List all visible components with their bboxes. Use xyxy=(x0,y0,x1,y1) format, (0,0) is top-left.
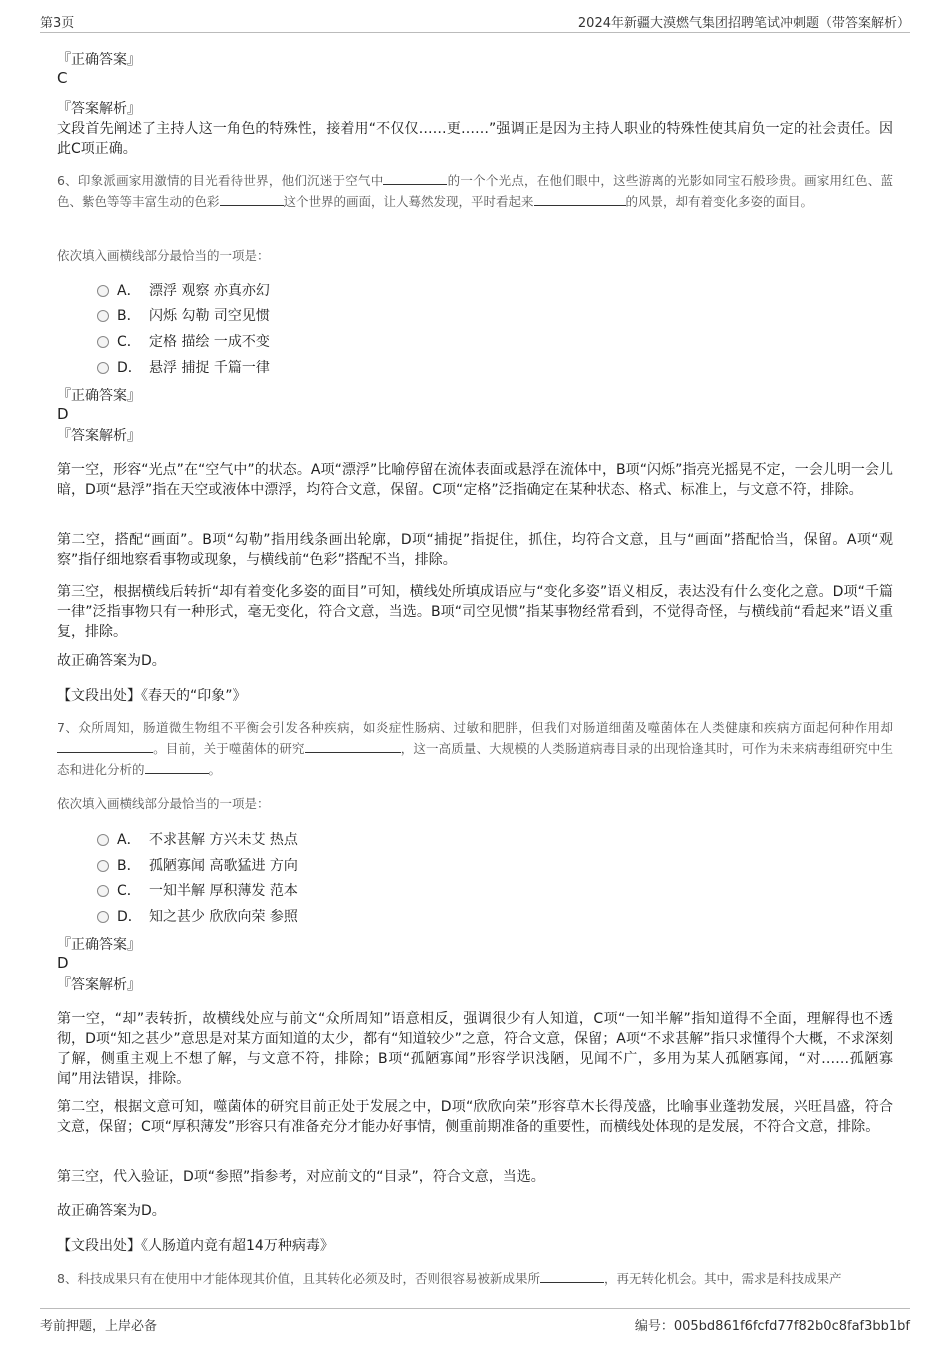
radio-icon[interactable] xyxy=(97,362,109,374)
conclusion: 故正确答案为D。 xyxy=(57,653,166,669)
radio-icon[interactable] xyxy=(97,834,109,846)
answer-value: C xyxy=(57,69,68,87)
question-6-stem: 6、印象派画家用激情的目光看待世界，他们沉迷于空气中 的一个个光点，在他们眼中，这些游离的光影如同宝石般珍贵。画家用红色、蓝色、紫色等等丰富生动的色彩 这个世界的画面，让人蓦然发现，平时看起来 的风景，却有着变化多姿的面目。 xyxy=(57,170,893,212)
option-a[interactable]: A． 漂浮 观察 亦真亦幻 xyxy=(97,281,270,301)
analysis-text: 文段首先阐述了主持人这一角色的特殊性，接着用“不仅仅……更……”强调正是因为主持人职业的特殊性使其肩负一定的社会责任。因此C项正确。 xyxy=(57,121,893,157)
radio-icon[interactable] xyxy=(97,885,109,897)
fill-blank xyxy=(305,738,401,753)
analysis-paragraph: 第二空，根据文意可知，噬菌体的研究目前正处于发展之中，D项“欣欣向荣”形容草木长得茂盛，比喻事业蓬勃发展，兴旺昌盛，符合文意，保留；C项“厚积薄发”形容只有准备充分才能办好事情，侧重前期准备的重要性，而横线处体现的是发展，不符合文意，排除。 xyxy=(57,1099,893,1135)
radio-icon[interactable] xyxy=(97,860,109,872)
analysis-paragraph: 第一空，形容“光点”在“空气中”的状态。A项“漂浮”比喻停留在流体表面或悬浮在流体中，B项“闪烁”指亮光摇晃不定，一会儿明一会儿暗，D项“悬浮”指在天空或液体中漂浮，均符合文意，保留。C项“定格”泛指确定在某种状态、格式、标准上，与文意不符，排除。 xyxy=(57,462,893,498)
document-id: 编号：005bd861f6fcfd77f82b0c8faf3bb1bf xyxy=(634,1319,910,1334)
answer-label: 『正确答案』 xyxy=(57,52,141,68)
radio-icon[interactable] xyxy=(97,285,109,297)
option-b[interactable]: B． 孤陋寡闻 高歌猛进 方向 xyxy=(97,856,298,876)
answer-value: D xyxy=(57,405,69,423)
fill-blank xyxy=(145,759,209,774)
question-7-stem: 7、众所周知，肠道微生物组不平衡会引发各种疾病，如炎症性肠病、过敏和肥胖，但我们对肠道细菌及噬菌体在人类健康和疾病方面起何种作用却。目前，关于噬菌体的研究 ，这一高质量、大规模的人类肠道病毒目录的出现恰逢其时，可作为未来病毒组研究中生态和进化分析的 。 xyxy=(57,720,893,777)
analysis-label: 『答案解析』 xyxy=(57,101,141,117)
footer-slogan: 考前押题，上岸必备 xyxy=(40,1319,158,1334)
question-6-instruction: 依次填入画横线部分最恰当的一项是： xyxy=(57,248,270,263)
option-c[interactable]: C． 定格 描绘 一成不变 xyxy=(97,332,270,352)
source-citation: 【文段出处】《人肠道内竟有超14万种病毒》 xyxy=(57,1238,334,1254)
page-footer xyxy=(40,1308,910,1335)
option-a[interactable]: A． 不求甚解 方兴未艾 热点 xyxy=(97,830,298,850)
option-d[interactable]: D． 知之甚少 欣欣向荣 参照 xyxy=(97,907,298,927)
fill-blank xyxy=(383,170,447,185)
page-number: 第3页 xyxy=(40,16,75,31)
option-b[interactable]: B． 闪烁 勾勒 司空见惯 xyxy=(97,306,270,326)
question-7-instruction: 依次填入画横线部分最恰当的一项是： xyxy=(57,796,270,811)
radio-icon[interactable] xyxy=(97,336,109,348)
document-title: 2024年新疆大漠燃气集团招聘笔试冲刺题（带答案解析） xyxy=(577,16,910,31)
answer-value: D xyxy=(57,954,69,972)
conclusion: 故正确答案为D。 xyxy=(57,1203,166,1219)
analysis-paragraph: 第三空，根据横线后转折“却有着变化多姿的面目”可知，横线处所填成语应与“变化多姿”语义相反，表达没有什么变化之意。D项“千篇一律”泛指事物只有一种形式，毫无变化，符合文意，当选。B项“司空见惯”指某事物经常看到，不觉得奇怪，与横线前“看起来”语义重复，排除。 xyxy=(57,584,893,640)
analysis-paragraph: 第一空，“却”表转折，故横线处应与前文“众所周知”语意相反，强调很少有人知道，C项“一知半解”指知道得不全面，理解得也不透彻，D项“知之甚少”意思是对某方面知道的太少，都有“知道较少”之意，符合文意，保留；A项“不求甚解”指只求懂得个大概，不求深刻了解，侧重主观上不想了解，与文意不符，排除；B项“孤陋寡闻”形容学识浅陋，见闻不广，多用为某人孤陋寡闻，“对……孤陋寡闻”用法错误，排除。 xyxy=(57,1011,893,1087)
radio-icon[interactable] xyxy=(97,911,109,923)
analysis-label: 『答案解析』 xyxy=(57,977,141,993)
fill-blank xyxy=(220,191,284,206)
fill-blank xyxy=(534,191,626,206)
fill-blank xyxy=(57,738,153,753)
answer-label: 『正确答案』 xyxy=(57,937,141,953)
analysis-label: 『答案解析』 xyxy=(57,428,141,444)
radio-icon[interactable] xyxy=(97,310,109,322)
fill-blank xyxy=(540,1268,604,1283)
option-d[interactable]: D． 悬浮 捕捉 千篇一律 xyxy=(97,358,270,378)
option-c[interactable]: C． 一知半解 厚积薄发 范本 xyxy=(97,881,298,901)
source-citation: 【文段出处】《春天的“印象”》 xyxy=(57,688,247,704)
analysis-paragraph: 第二空，搭配“画面”。B项“勾勒”指用线条画出轮廓，D项“捕捉”指捉住，抓住，均符合文意，且与“画面”搭配恰当，保留。A项“观察”指仔细地察看事物或现象，与横线前“色彩”搭配不当，排除。 xyxy=(57,532,893,568)
question-8-stem: 8、科技成果只有在使用中才能体现其价值，且其转化必须及时，否则很容易被新成果所 ，再无转化机会。其中，需求是科技成果产 xyxy=(57,1268,893,1289)
page-header xyxy=(40,10,910,33)
analysis-paragraph: 第三空，代入验证，D项“参照”指参考，对应前文的“目录”，符合文意，当选。 xyxy=(57,1169,545,1185)
answer-label: 『正确答案』 xyxy=(57,388,141,404)
